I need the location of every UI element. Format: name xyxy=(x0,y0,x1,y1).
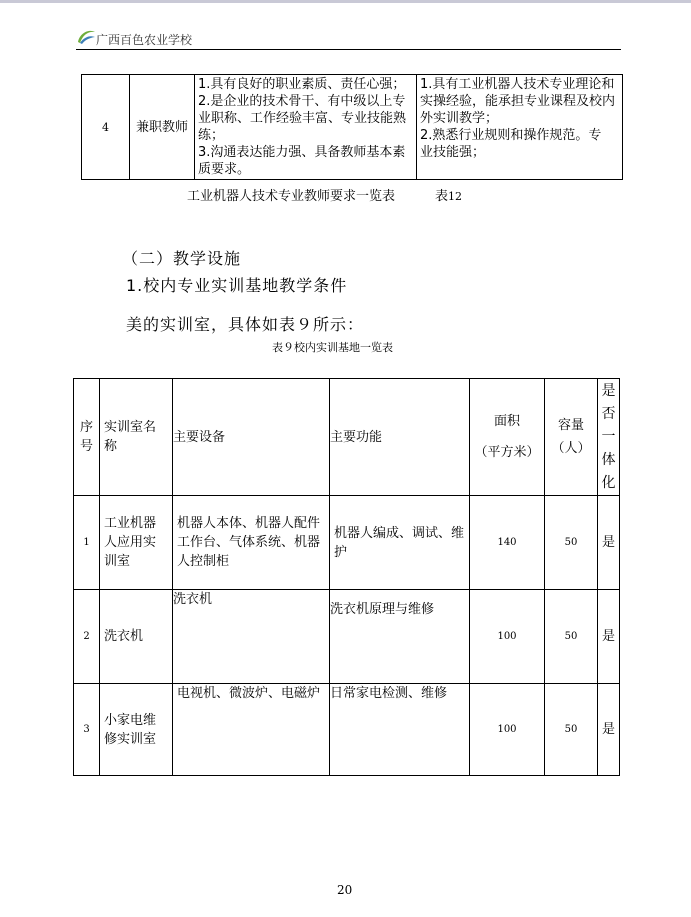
section-heading: （二）教学设施 xyxy=(122,249,242,268)
body-paragraph: 美的实训室，具体如表９所示： xyxy=(126,315,365,334)
header-seq: 序号 xyxy=(74,379,100,496)
caption-table-number: 12 xyxy=(448,190,463,203)
requirement-item: 1.具有工业机器人技术专业理论和实操经验，能承担专业课程及校内外实训教学； xyxy=(420,77,616,126)
header-area xyxy=(470,379,545,496)
row-room: 小家电维修实训室 xyxy=(100,684,173,776)
teacher-row-number: 4 xyxy=(82,75,130,180)
page-header xyxy=(76,26,621,48)
teacher-table-caption xyxy=(187,185,462,204)
row-capacity: 50 xyxy=(545,684,598,776)
requirements-cell-a xyxy=(195,75,417,180)
header-equipment: 主要设备 xyxy=(173,379,330,496)
school-name: 广西百色农业学校 xyxy=(96,33,193,47)
row-room: 洗衣机 xyxy=(100,590,173,684)
header-area-unit: （平方米） xyxy=(474,445,540,460)
row-integrated: 是 xyxy=(598,496,620,590)
training-table-caption: 表９校内实训基地一览表 xyxy=(272,341,393,354)
row-area: 140 xyxy=(470,496,545,590)
header-capacity xyxy=(545,379,598,496)
requirements-cell-b xyxy=(417,75,623,180)
row-equipment: 洗衣机 xyxy=(173,590,330,684)
row-function: 机器人编成、调试、维护 xyxy=(330,496,470,590)
requirement-item: 2.是企业的技术骨干、有中级以上专业职称、工作经验丰富、专业技能熟练； xyxy=(198,94,407,143)
table-row xyxy=(74,590,620,684)
row-function: 洗衣机原理与维修 xyxy=(330,590,470,684)
row-seq: 3 xyxy=(74,684,100,776)
header-area-label: 面积 xyxy=(493,414,520,429)
requirement-item: 2.熟悉行业规则和操作规范。专 xyxy=(420,128,602,143)
row-area: 100 xyxy=(470,684,545,776)
header-capacity-label: 容量 xyxy=(557,418,584,433)
teacher-requirements-table xyxy=(81,74,623,180)
row-equipment: 机器人本体、机器人配件工作台、气体系统、机器人控制柜 xyxy=(173,496,330,590)
caption-table-label: 表 xyxy=(435,189,449,204)
header-function: 主要功能 xyxy=(330,379,470,496)
row-function: 日常家电检测、维修 xyxy=(330,684,470,776)
header-integrated: 是否一体化 xyxy=(598,379,620,496)
caption-title: 工业机器人技术专业教师要求一览表 xyxy=(187,189,396,204)
training-base-table xyxy=(73,378,620,776)
row-integrated: 是 xyxy=(598,590,620,684)
header-room: 实训室名称 xyxy=(100,379,173,496)
requirement-item: 1.具有良好的职业素质、责任心强； xyxy=(198,77,406,92)
row-capacity: 50 xyxy=(545,496,598,590)
requirement-item: 业技能强； xyxy=(420,145,486,160)
row-equipment: 电视机、微波炉、电磁炉 xyxy=(173,684,330,776)
row-area: 100 xyxy=(470,590,545,684)
page-number: 20 xyxy=(337,883,353,897)
top-border xyxy=(0,0,691,3)
row-capacity: 50 xyxy=(545,590,598,684)
subsection-heading: 1.校内专业实训基地教学条件 xyxy=(126,276,348,295)
row-integrated: 是 xyxy=(598,684,620,776)
row-seq: 1 xyxy=(74,496,100,590)
teacher-role: 兼职教师 xyxy=(130,75,195,180)
table-row xyxy=(82,75,623,180)
table-row xyxy=(74,684,620,776)
header-rule xyxy=(76,49,621,50)
requirement-item: 3.沟通表达能力强、具备教师基本素质要求。 xyxy=(198,145,406,177)
row-room: 工业机器人应用实训室 xyxy=(100,496,173,590)
row-seq: 2 xyxy=(74,590,100,684)
table-row xyxy=(74,496,620,590)
table-header-row xyxy=(74,379,620,496)
header-capacity-unit: （人） xyxy=(551,441,591,456)
school-logo-icon xyxy=(76,26,96,46)
